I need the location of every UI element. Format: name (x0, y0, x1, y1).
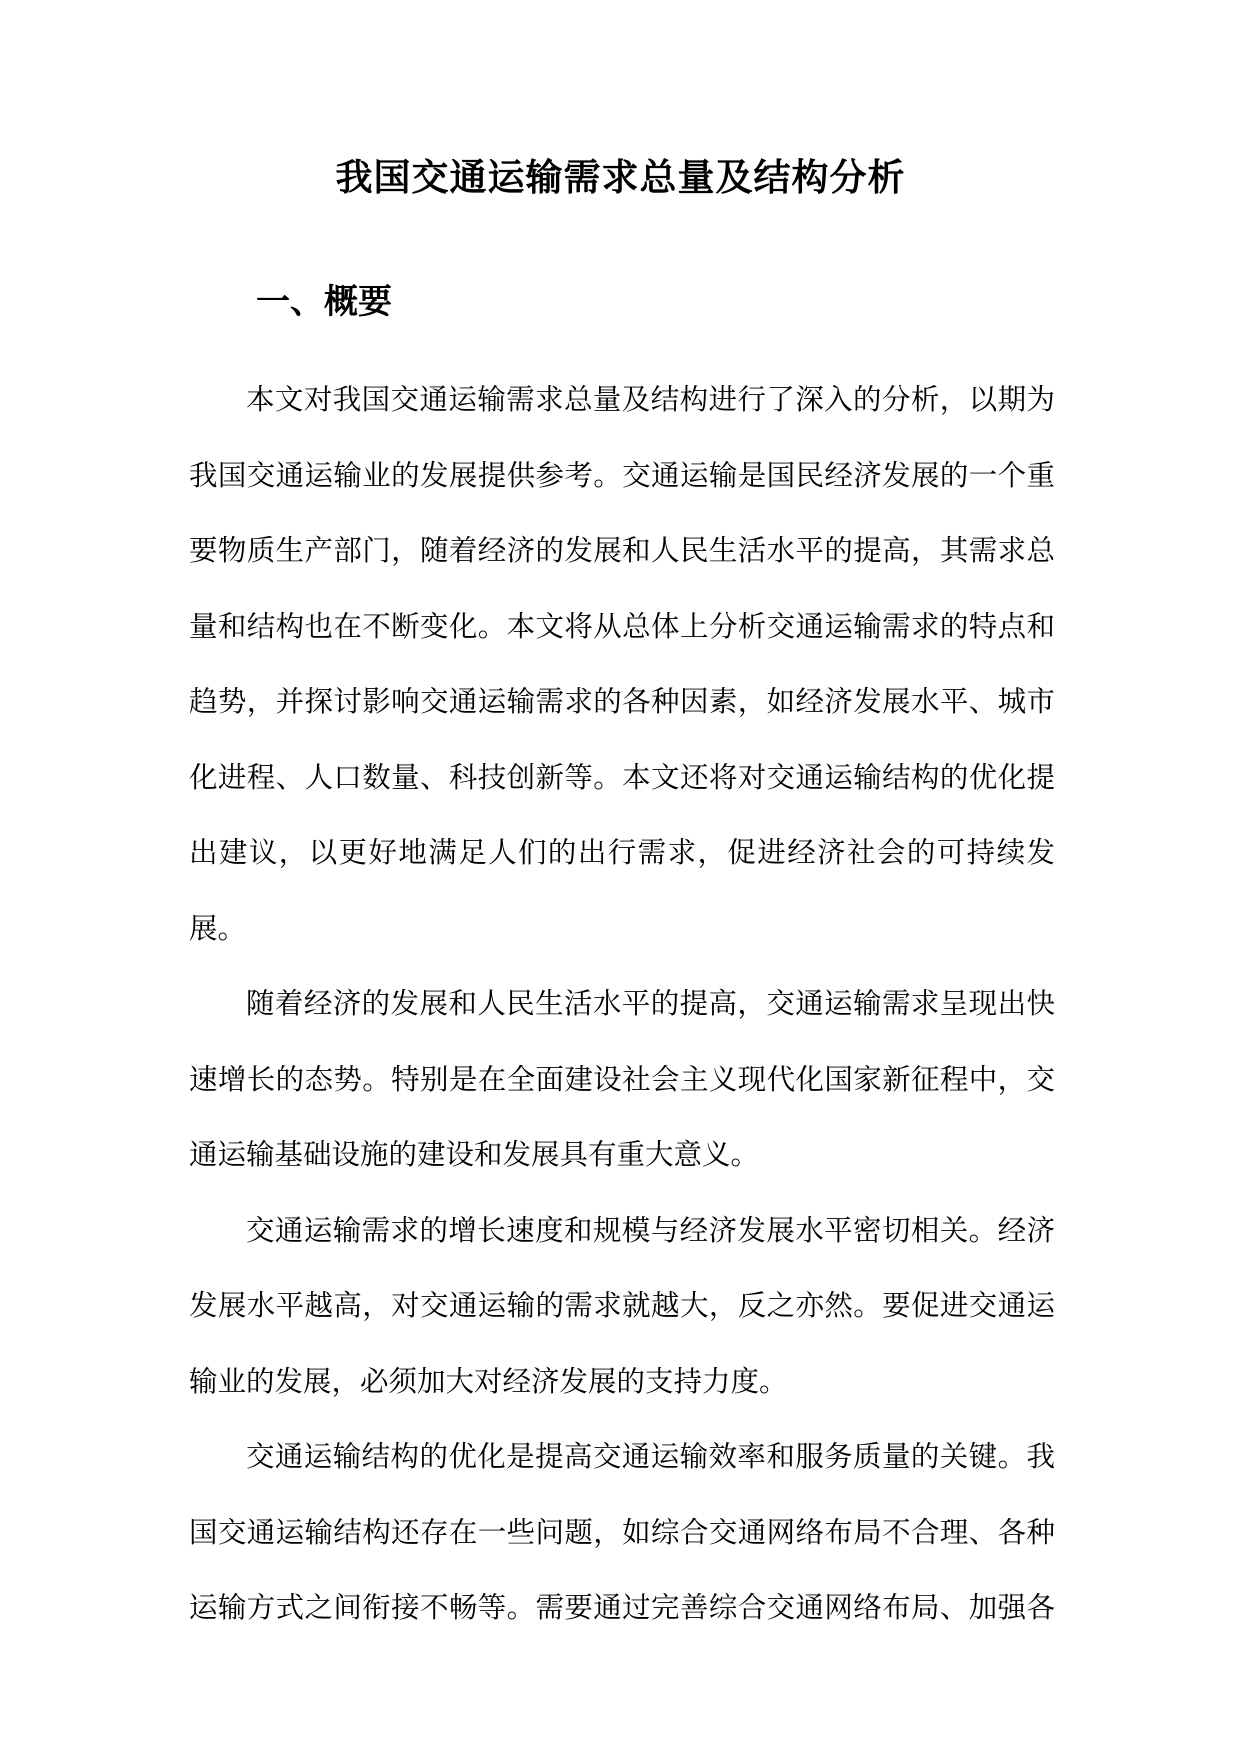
paragraph-1: 本文对我国交通运输需求总量及结构进行了深入的分析，以期为我国交通运输业的发展提供参考。交通运输是国民经济发展的一个重要物质生产部门，随着经济的发展和人民生活水平的提高，其需求总量和结构也在不断变化。本文将从总体上分析交通运输需求的特点和趋势，并探讨影响交通运输需求的各种因素，如经济发展水平、城市化进程、人口数量、科技创新等。本文还将对交通运输结构的优化提出建议，以更好地满足人们的出行需求，促进经济社会的可持续发展。 (189, 383, 1055, 945)
document-title: 我国交通运输需求总量及结构分析 (335, 155, 906, 199)
paragraph-4: 交通运输结构的优化是提高交通运输效率和服务质量的关键。我国交通运输结构还存在一些问题，如综合交通网络布局不合理、各种运输方式之间衔接不畅等。需要通过完善综合交通网络布局、加强各 (189, 1440, 1055, 1624)
paragraph-2: 随着经济的发展和人民生活水平的提高，交通运输需求呈现出快速增长的态势。特别是在全面建设社会主义现代化国家新征程中，交通运输基础设施的建设和发展具有重大意义。 (189, 987, 1055, 1171)
paragraph-3: 交通运输需求的增长速度和规模与经济发展水平密切相关。经济发展水平越高，对交通运输的需求就越大，反之亦然。要促进交通运输业的发展，必须加大对经济发展的支持力度。 (189, 1213, 1055, 1398)
document-body (189, 362, 1055, 1646)
section-heading: 一、概要 (256, 282, 392, 322)
